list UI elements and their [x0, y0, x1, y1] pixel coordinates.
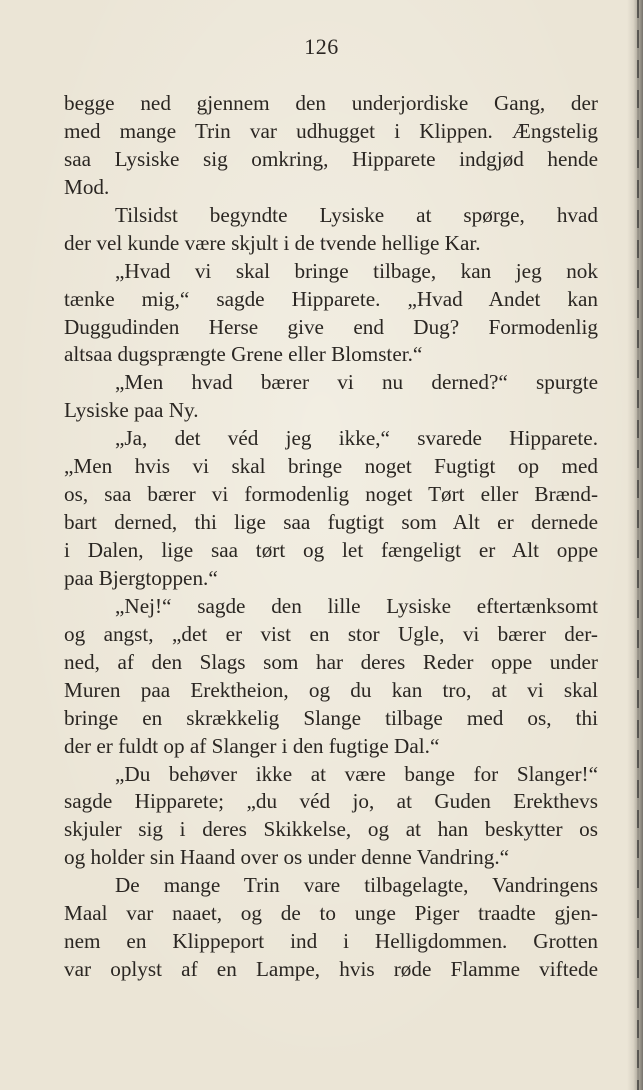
text-line: „Ja, det véd jeg ikke,“ svarede Hipparete.: [115, 426, 598, 451]
text-line: altsaa dugsprængte Grene eller Blomster.“: [64, 342, 423, 367]
text-line: skjuler sig i deres Skikkelse, og at han beskytter os: [64, 817, 598, 842]
text-line: der er fuldt op af Slanger i den fugtige Dal.“: [64, 733, 440, 758]
page-number: 126: [304, 34, 339, 59]
text-line: var oplyst af en Lampe, hvis røde Flamme viftede: [64, 957, 598, 982]
text-line: saa Lysiske sig omkring, Hipparete indgjød hende: [64, 146, 598, 171]
page-edge-shadow: [627, 0, 643, 1090]
text-line: der vel kunde være skjult i de tvende hellige Kar.: [64, 230, 481, 255]
text-line: med mange Trin var udhugget i Klippen. Ængstelig: [64, 118, 598, 143]
text-line: Maal var naaet, og de to unge Piger traadte gjen-: [64, 901, 598, 926]
text-line: „Nej!“ sagde den lille Lysiske eftertænksomt: [115, 593, 598, 618]
text-line: i Dalen, lige saa tørt og let fængeligt er Alt oppe: [64, 538, 598, 562]
text-line: „Men hvad bærer vi nu derned?“ spurgte: [115, 370, 598, 395]
text-line: Muren paa Erektheion, og du kan tro, at vi skal: [64, 677, 598, 702]
text-line: „Men hvis vi skal bringe noget Fugtigt op med: [64, 454, 598, 479]
text-line: sagde Hipparete; „du véd jo, at Guden Erekthevs: [64, 789, 598, 814]
text-line: De mange Trin vare tilbagelagte, Vandringens: [115, 873, 598, 898]
text-line: os, saa bærer vi formodenlig noget Tørt eller Brænd-: [64, 482, 598, 507]
text-line: Lysiske paa Ny.: [64, 398, 199, 423]
text-line: nem en Klippeport ind i Helligdommen. Grotten: [64, 929, 598, 954]
text-line: „Hvad vi skal bringe tilbage, kan jeg nok: [115, 258, 598, 283]
text-line: begge ned gjennem den underjordiske Gang, der: [64, 91, 598, 115]
page-edge-line: [637, 0, 639, 1090]
text-line: bringe en skrækkelig Slange tilbage med os, thi: [64, 705, 598, 730]
text-line: tænke mig,“ sagde Hipparete. „Hvad Andet kan: [64, 286, 598, 311]
text-line: Duggudinden Herse give end Dug? Formodenlig: [64, 314, 598, 339]
text-line: „Du behøver ikke at være bange for Slanger!“: [115, 761, 598, 786]
text-line: bart derned, thi lige saa fugtigt som Alt er dernede: [64, 510, 598, 535]
body-text: [64, 90, 598, 984]
text-line: Tilsidst begyndte Lysiske at spørge, hvad: [115, 202, 598, 227]
text-line: Mod.: [64, 174, 110, 199]
text-line: og angst, „det er vist en stor Ugle, vi bærer der-: [64, 621, 598, 646]
text-line: ned, af den Slags som har deres Reder oppe under: [64, 649, 598, 674]
text-line: paa Bjergtoppen.“: [64, 565, 218, 590]
text-line: og holder sin Haand over os under denne Vandring.“: [64, 845, 510, 870]
